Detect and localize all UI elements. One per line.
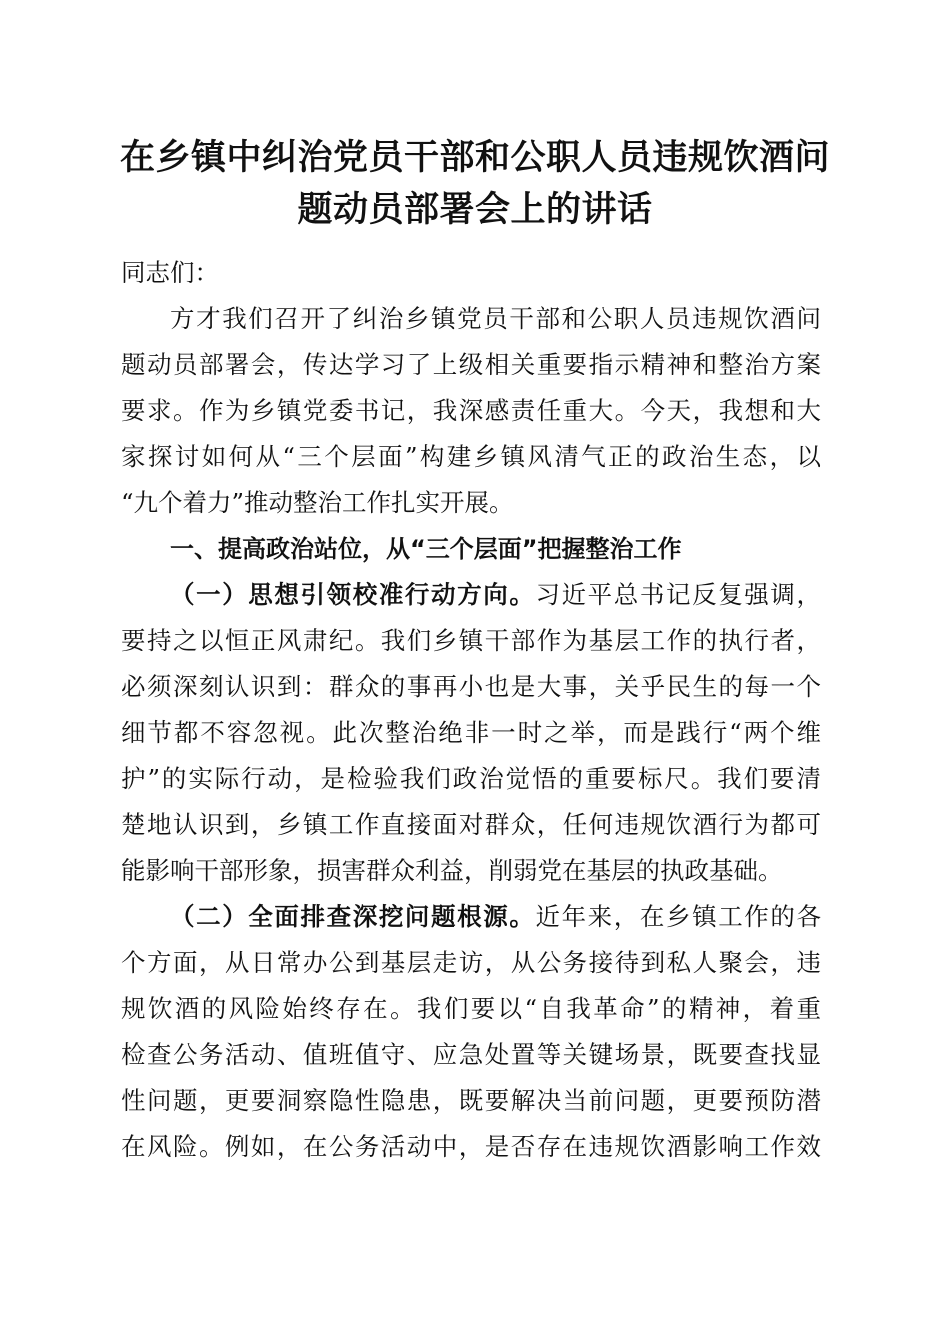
intro-line-4: 家探讨如何从“三个层面”构建乡镇风清气正的政治生态，以	[121, 442, 821, 471]
sub2-line-6: 在风险。例如，在公务活动中，是否存在违规饮酒影响工作效	[121, 1132, 821, 1161]
sub1-lead: （一）思想引领校准行动方向。	[170, 580, 536, 609]
sub1-line-6: 楚地认识到，乡镇工作直接面对群众，任何违规饮酒行为都可	[121, 810, 821, 839]
document-title	[110, 132, 840, 236]
subsection-1-paragraph	[121, 572, 821, 894]
sub1-line-1	[121, 572, 821, 618]
intro-line-2: 题动员部署会，传达学习了上级相关重要指示精神和整治方案	[121, 350, 821, 379]
intro-line-3: 要求。作为乡镇党委书记，我深感责任重大。今天，我想和大	[121, 396, 821, 425]
sub2-line-1	[121, 894, 821, 940]
intro-paragraph	[121, 296, 821, 526]
title-line-2: 题动员部署会上的讲话	[297, 189, 653, 230]
sub1-line-2: 要持之以恒正风肃纪。我们乡镇干部作为基层工作的执行者，	[121, 626, 821, 655]
sub2-line-2: 个方面，从日常办公到基层走访，从公务接待到私人聚会，违	[121, 948, 821, 977]
sub2-line-5: 性问题，更要洞察隐性隐患，既要解决当前问题，更要预防潜	[121, 1086, 821, 1115]
intro-line-1: 方才我们召开了纠治乡镇党员干部和公职人员违规饮酒问	[170, 304, 821, 333]
sub2-line-4: 检查公务活动、值班值守、应急处置等关键场景，既要查找显	[121, 1040, 821, 1069]
sub1-first-rest: 习近平总书记反复强调，	[535, 580, 822, 609]
sub2-first-rest: 近年来，在乡镇工作的各	[535, 902, 822, 931]
title-line-1: 在乡镇中纠治党员干部和公职人员违规饮酒问	[119, 137, 830, 178]
salutation: 同志们：	[121, 258, 219, 287]
section-heading-1: 一、提高政治站位，从“三个层面”把握整治工作	[170, 535, 682, 563]
sub1-line-7: 能影响干部形象，损害群众利益，削弱党在基层的执政基础。	[121, 856, 783, 885]
sub1-line-4: 细节都不容忽视。此次整治绝非一时之举，而是践行“两个维	[121, 718, 821, 747]
intro-line-5: “九个着力”推动整治工作扎实开展。	[121, 488, 514, 517]
subsection-2-paragraph	[121, 894, 821, 1170]
sub1-line-5: 护”的实际行动，是检验我们政治觉悟的重要标尺。我们要清	[121, 764, 821, 793]
sub1-line-3: 必须深刻认识到：群众的事再小也是大事，关乎民生的每一个	[121, 672, 821, 701]
document-body	[121, 250, 821, 1170]
sub2-lead: （二）全面排查深挖问题根源。	[170, 902, 536, 931]
sub2-line-3: 规饮酒的风险始终存在。我们要以“自我革命”的精神，着重	[121, 994, 821, 1023]
